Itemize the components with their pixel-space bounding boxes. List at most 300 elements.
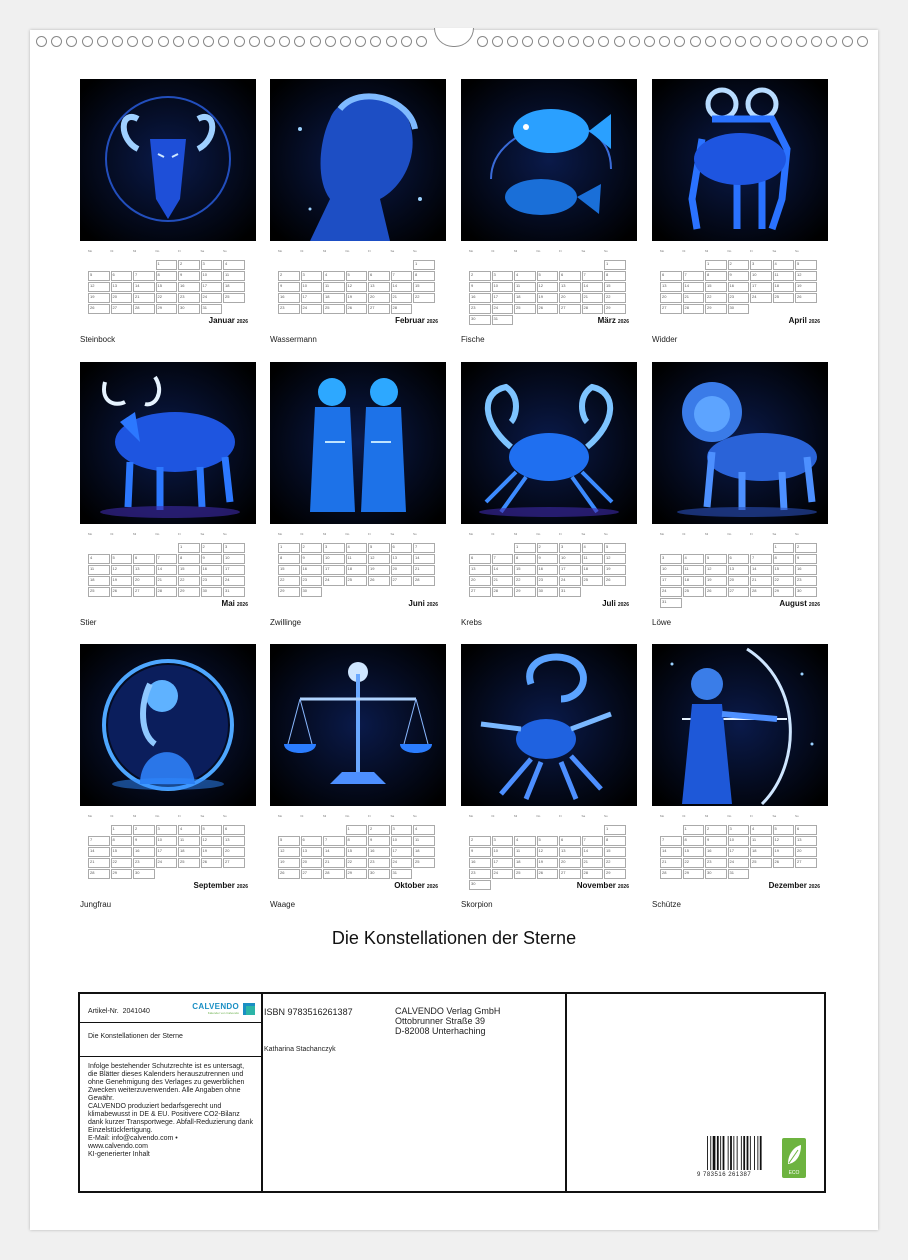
- day-cell: 19: [537, 858, 559, 868]
- weekday-label: Di: [300, 249, 304, 253]
- day-cell: 14: [413, 554, 435, 564]
- barcode-bars: [707, 1136, 765, 1170]
- day-cell: 25: [413, 858, 435, 868]
- day-cell: 25: [514, 304, 536, 314]
- day-cell: 16: [301, 565, 323, 575]
- empty-cell: [223, 304, 245, 314]
- day-cell: 3: [728, 825, 750, 835]
- weekday-label: Fr: [559, 532, 562, 536]
- empty-cell: [178, 869, 200, 879]
- empty-cell: [537, 315, 559, 325]
- zodiac-sign-label: Waage: [270, 900, 296, 909]
- day-cell: 25: [178, 858, 200, 868]
- month-label: März: [597, 316, 616, 325]
- day-cell: 21: [323, 858, 345, 868]
- barcode: [697, 1136, 767, 1182]
- day-cell: 27: [728, 587, 750, 597]
- weekday-label: So: [413, 249, 417, 253]
- hanger-hook: [434, 28, 474, 47]
- binding-ring: [522, 36, 533, 47]
- binding-ring: [355, 36, 366, 47]
- day-cell: 29: [683, 869, 705, 879]
- zodiac-sign-label: Löwe: [652, 618, 672, 627]
- empty-cell: [368, 587, 390, 597]
- day-cell: 5: [88, 271, 110, 281]
- weekday-label: So: [413, 814, 417, 818]
- binding-ring: [553, 36, 564, 47]
- day-cell: 30: [201, 587, 223, 597]
- empty-cell: [492, 825, 514, 835]
- binding-ring: [826, 36, 837, 47]
- day-cell: 31: [201, 304, 223, 314]
- day-cell: 15: [278, 565, 300, 575]
- day-cell: 26: [88, 304, 110, 314]
- day-cell: 16: [728, 282, 750, 292]
- day-cell: 27: [660, 304, 682, 314]
- weekday-label: So: [604, 814, 608, 818]
- day-cell: 21: [660, 858, 682, 868]
- empty-cell: [750, 869, 772, 879]
- day-cell: 4: [514, 836, 536, 846]
- day-cell: 7: [582, 271, 604, 281]
- day-cell: 30: [795, 587, 817, 597]
- day-cell: 13: [368, 282, 390, 292]
- month-name: [209, 316, 248, 325]
- day-cell: 8: [604, 836, 626, 846]
- day-cell: 8: [773, 554, 795, 564]
- empty-cell: [514, 260, 536, 270]
- month-calendar-grid: [660, 814, 820, 880]
- day-cell: 22: [604, 858, 626, 868]
- day-cell: 5: [705, 554, 727, 564]
- day-cell: 6: [223, 825, 245, 835]
- day-cell: 18: [413, 847, 435, 857]
- month-calendar-grid: [278, 532, 438, 598]
- day-cell: 10: [559, 554, 581, 564]
- day-cell: 30: [301, 587, 323, 597]
- month-label: September: [193, 881, 235, 890]
- day-cell: 19: [705, 576, 727, 586]
- weekday-label: Do: [727, 814, 732, 818]
- empty-cell: [413, 304, 435, 314]
- weekday-label: Sa: [772, 814, 777, 818]
- day-cell: 1: [604, 825, 626, 835]
- empty-cell: [156, 869, 178, 879]
- day-cell: 5: [604, 543, 626, 553]
- zodiac-image: [80, 644, 256, 806]
- day-cell: 23: [469, 304, 491, 314]
- month-page: [461, 362, 637, 630]
- day-cell: 13: [559, 847, 581, 857]
- day-cell: 5: [773, 825, 795, 835]
- empty-cell: [492, 543, 514, 553]
- day-cell: 9: [537, 554, 559, 564]
- day-cell: 21: [391, 293, 413, 303]
- binding-ring: [310, 36, 321, 47]
- day-cell: 22: [178, 576, 200, 586]
- zodiac-image: [270, 644, 446, 806]
- weekday-label: Di: [682, 814, 686, 818]
- day-cell: 4: [683, 554, 705, 564]
- day-cell: 26: [346, 304, 368, 314]
- day-cell: 30: [469, 315, 491, 325]
- day-cell: 3: [301, 271, 323, 281]
- product-title: Die Konstellationen der Sterne: [88, 1033, 183, 1040]
- weekday-label: Di: [110, 532, 114, 536]
- day-cell: 29: [773, 587, 795, 597]
- day-cell: 28: [323, 869, 345, 879]
- day-cell: 1: [346, 825, 368, 835]
- binding-ring: [674, 36, 685, 47]
- publisher-address: CALVENDO Verlag GmbH Ottobrunner Straße 39 D-82008 Unterhaching: [395, 1006, 501, 1036]
- empty-cell: [795, 304, 817, 314]
- day-cell: 22: [346, 858, 368, 868]
- month-label: November: [576, 881, 616, 890]
- weekday-label: Sa: [390, 814, 395, 818]
- weekday-label: Sa: [390, 532, 395, 536]
- weekday-label: Mi: [705, 532, 709, 536]
- binding-ring: [781, 36, 792, 47]
- day-cell: 20: [223, 847, 245, 857]
- day-cell: 20: [111, 293, 133, 303]
- day-cell: 28: [660, 869, 682, 879]
- day-cell: 24: [492, 869, 514, 879]
- weekday-label: Mo: [660, 814, 665, 818]
- binding-ring: [188, 36, 199, 47]
- binding-ring: [492, 36, 503, 47]
- info-column-middle: [261, 994, 567, 1191]
- day-cell: 7: [750, 554, 772, 564]
- zodiac-image: [80, 362, 256, 524]
- day-cell: 15: [604, 847, 626, 857]
- day-cell: 22: [773, 576, 795, 586]
- empty-cell: [368, 260, 390, 270]
- day-cell: 18: [750, 847, 772, 857]
- empty-cell: [88, 543, 110, 553]
- day-cell: 17: [492, 293, 514, 303]
- info-column-right: [567, 994, 824, 1191]
- empty-cell: [728, 598, 750, 608]
- day-cell: 18: [88, 576, 110, 586]
- month-page: [80, 644, 256, 912]
- spiral-binding: [30, 30, 878, 50]
- empty-cell: [728, 543, 750, 553]
- day-cell: 11: [178, 836, 200, 846]
- day-cell: 25: [346, 576, 368, 586]
- day-cell: 15: [683, 847, 705, 857]
- day-cell: 27: [368, 304, 390, 314]
- month-year: 2026: [236, 319, 248, 325]
- weekday-label: Sa: [581, 814, 586, 818]
- month-label: Juni: [408, 599, 425, 608]
- empty-cell: [582, 825, 604, 835]
- day-cell: 29: [514, 587, 536, 597]
- binding-ring: [325, 36, 336, 47]
- zodiac-sign-label: Widder: [652, 335, 678, 344]
- month-year: 2026: [808, 319, 820, 325]
- day-cell: 2: [278, 271, 300, 281]
- day-cell: 9: [728, 271, 750, 281]
- empty-cell: [514, 880, 536, 890]
- day-cell: 23: [201, 576, 223, 586]
- day-cell: 22: [514, 576, 536, 586]
- empty-cell: [223, 869, 245, 879]
- day-cell: 17: [201, 282, 223, 292]
- day-cell: 7: [133, 271, 155, 281]
- zodiac-image: [652, 644, 828, 806]
- month-name: [394, 881, 438, 890]
- weekday-label: Mo: [278, 532, 283, 536]
- empty-cell: [537, 825, 559, 835]
- weekday-label: Mo: [660, 249, 665, 253]
- empty-cell: [705, 598, 727, 608]
- day-cell: 29: [705, 304, 727, 314]
- day-cell: 31: [559, 587, 581, 597]
- month-name: [789, 316, 820, 325]
- empty-cell: [683, 543, 705, 553]
- day-cell: 28: [492, 587, 514, 597]
- day-cell: 21: [582, 293, 604, 303]
- zodiac-sign-label: Krebs: [461, 618, 482, 627]
- binding-ring: [249, 36, 260, 47]
- empty-cell: [582, 587, 604, 597]
- month-name: [598, 316, 629, 325]
- empty-cell: [492, 260, 514, 270]
- empty-cell: [323, 260, 345, 270]
- day-cell: 15: [773, 565, 795, 575]
- month-page: [80, 79, 256, 347]
- day-cell: 10: [492, 282, 514, 292]
- day-cell: 4: [178, 825, 200, 835]
- empty-cell: [559, 825, 581, 835]
- day-cell: 14: [88, 847, 110, 857]
- weekday-label: Di: [300, 814, 304, 818]
- day-cell: 4: [88, 554, 110, 564]
- day-cell: 24: [492, 304, 514, 314]
- empty-cell: [492, 880, 514, 890]
- day-cell: 24: [156, 858, 178, 868]
- binding-ring: [401, 36, 412, 47]
- day-cell: 30: [469, 880, 491, 890]
- binding-ring: [857, 36, 868, 47]
- day-cell: 6: [559, 271, 581, 281]
- binding-ring: [598, 36, 609, 47]
- binding-ring: [173, 36, 184, 47]
- day-cell: 13: [133, 565, 155, 575]
- day-cell: 27: [301, 869, 323, 879]
- day-cell: 8: [178, 554, 200, 564]
- day-cell: 25: [773, 293, 795, 303]
- weekday-label: So: [413, 532, 417, 536]
- weekday-label: Sa: [581, 249, 586, 253]
- day-cell: 31: [391, 869, 413, 879]
- binding-ring: [294, 36, 305, 47]
- info-column-left: [80, 994, 263, 1191]
- day-cell: 29: [346, 869, 368, 879]
- day-cell: 9: [469, 847, 491, 857]
- day-cell: 1: [111, 825, 133, 835]
- weekday-label: Fr: [750, 814, 753, 818]
- empty-cell: [683, 598, 705, 608]
- empty-cell: [346, 587, 368, 597]
- day-cell: 17: [223, 565, 245, 575]
- binding-ring: [538, 36, 549, 47]
- calendar-title: Die Konstellationen der Sterne: [331, 928, 577, 948]
- day-cell: 22: [111, 858, 133, 868]
- weekday-label: So: [223, 814, 227, 818]
- day-cell: 15: [111, 847, 133, 857]
- day-cell: 2: [368, 825, 390, 835]
- day-cell: 5: [346, 271, 368, 281]
- empty-cell: [660, 260, 682, 270]
- month-label: Mai: [221, 599, 235, 608]
- weekday-label: Fr: [178, 532, 181, 536]
- day-cell: 8: [705, 271, 727, 281]
- month-name: [194, 881, 248, 890]
- binding-ring: [477, 36, 488, 47]
- day-cell: 28: [391, 304, 413, 314]
- eco-label: ECO: [788, 1170, 800, 1176]
- day-cell: 20: [301, 858, 323, 868]
- month-calendar-grid: [660, 532, 820, 609]
- weekday-label: So: [223, 249, 227, 253]
- day-cell: 15: [413, 282, 435, 292]
- zodiac-sign-label: Zwillinge: [270, 618, 302, 627]
- day-cell: 23: [301, 576, 323, 586]
- day-cell: 16: [795, 565, 817, 575]
- day-cell: 9: [178, 271, 200, 281]
- day-cell: 24: [660, 587, 682, 597]
- empty-cell: [301, 260, 323, 270]
- day-cell: 6: [368, 271, 390, 281]
- day-cell: 14: [391, 282, 413, 292]
- day-cell: 23: [728, 293, 750, 303]
- day-cell: 13: [391, 554, 413, 564]
- day-cell: 10: [492, 847, 514, 857]
- binding-ring: [735, 36, 746, 47]
- weekday-label: Mi: [514, 249, 518, 253]
- month-label: Februar: [395, 316, 425, 325]
- weekday-label: Do: [727, 532, 732, 536]
- day-cell: 6: [795, 825, 817, 835]
- day-cell: 14: [582, 847, 604, 857]
- zodiac-image: [652, 79, 828, 241]
- day-cell: 26: [201, 858, 223, 868]
- day-cell: 5: [111, 554, 133, 564]
- day-cell: 10: [223, 554, 245, 564]
- day-cell: 25: [223, 293, 245, 303]
- empty-cell: [604, 587, 626, 597]
- month-page: [652, 644, 828, 912]
- binding-ring: [51, 36, 62, 47]
- weekday-label: So: [795, 814, 799, 818]
- empty-cell: [795, 869, 817, 879]
- day-cell: 5: [201, 825, 223, 835]
- month-page: [652, 362, 828, 630]
- day-cell: 12: [705, 565, 727, 575]
- day-cell: 21: [156, 576, 178, 586]
- binding-ring: [766, 36, 777, 47]
- day-cell: 19: [604, 565, 626, 575]
- empty-cell: [660, 543, 682, 553]
- day-cell: 2: [537, 543, 559, 553]
- day-cell: 3: [156, 825, 178, 835]
- day-cell: 15: [604, 282, 626, 292]
- day-cell: 26: [537, 869, 559, 879]
- weekday-label: Mi: [323, 249, 327, 253]
- binding-ring: [158, 36, 169, 47]
- day-cell: 20: [133, 576, 155, 586]
- day-cell: 21: [133, 293, 155, 303]
- zodiac-image: [80, 79, 256, 241]
- day-cell: 26: [773, 858, 795, 868]
- day-cell: 19: [111, 576, 133, 586]
- day-cell: 2: [469, 836, 491, 846]
- day-cell: 27: [559, 304, 581, 314]
- month-page: [652, 79, 828, 347]
- day-cell: 3: [323, 543, 345, 553]
- day-cell: 20: [391, 565, 413, 575]
- month-year: 2026: [236, 602, 248, 608]
- day-cell: 2: [301, 543, 323, 553]
- empty-cell: [559, 260, 581, 270]
- weekday-label: Sa: [772, 249, 777, 253]
- day-cell: 6: [111, 271, 133, 281]
- day-cell: 8: [683, 836, 705, 846]
- day-cell: 30: [705, 869, 727, 879]
- empty-cell: [323, 587, 345, 597]
- day-cell: 7: [660, 836, 682, 846]
- empty-cell: [201, 869, 223, 879]
- day-cell: 6: [660, 271, 682, 281]
- day-cell: 6: [133, 554, 155, 564]
- day-cell: 9: [201, 554, 223, 564]
- month-page: [270, 79, 446, 347]
- day-cell: 26: [278, 869, 300, 879]
- binding-ring: [264, 36, 275, 47]
- empty-cell: [323, 825, 345, 835]
- weekday-label: Mi: [705, 249, 709, 253]
- empty-cell: [582, 260, 604, 270]
- zodiac-sign-label: Fische: [461, 335, 485, 344]
- month-calendar-grid: [660, 249, 820, 315]
- day-cell: 24: [301, 304, 323, 314]
- day-cell: 28: [133, 304, 155, 314]
- day-cell: 4: [346, 543, 368, 553]
- month-year: 2026: [426, 602, 438, 608]
- empty-cell: [773, 869, 795, 879]
- binding-ring: [750, 36, 761, 47]
- barcode-number: 9 783516 261387: [697, 1172, 752, 1178]
- empty-cell: [88, 260, 110, 270]
- day-cell: 6: [728, 554, 750, 564]
- day-cell: 1: [773, 543, 795, 553]
- month-year: 2026: [808, 602, 820, 608]
- month-calendar-grid: [278, 814, 438, 880]
- product-title-row: [80, 1023, 261, 1057]
- day-cell: 30: [368, 869, 390, 879]
- day-cell: 25: [683, 587, 705, 597]
- day-cell: 24: [223, 576, 245, 586]
- day-cell: 24: [201, 293, 223, 303]
- day-cell: 19: [773, 847, 795, 857]
- day-cell: 19: [537, 293, 559, 303]
- day-cell: 13: [223, 836, 245, 846]
- day-cell: 20: [660, 293, 682, 303]
- day-cell: 10: [301, 282, 323, 292]
- day-cell: 1: [705, 260, 727, 270]
- weekday-label: Fr: [368, 814, 371, 818]
